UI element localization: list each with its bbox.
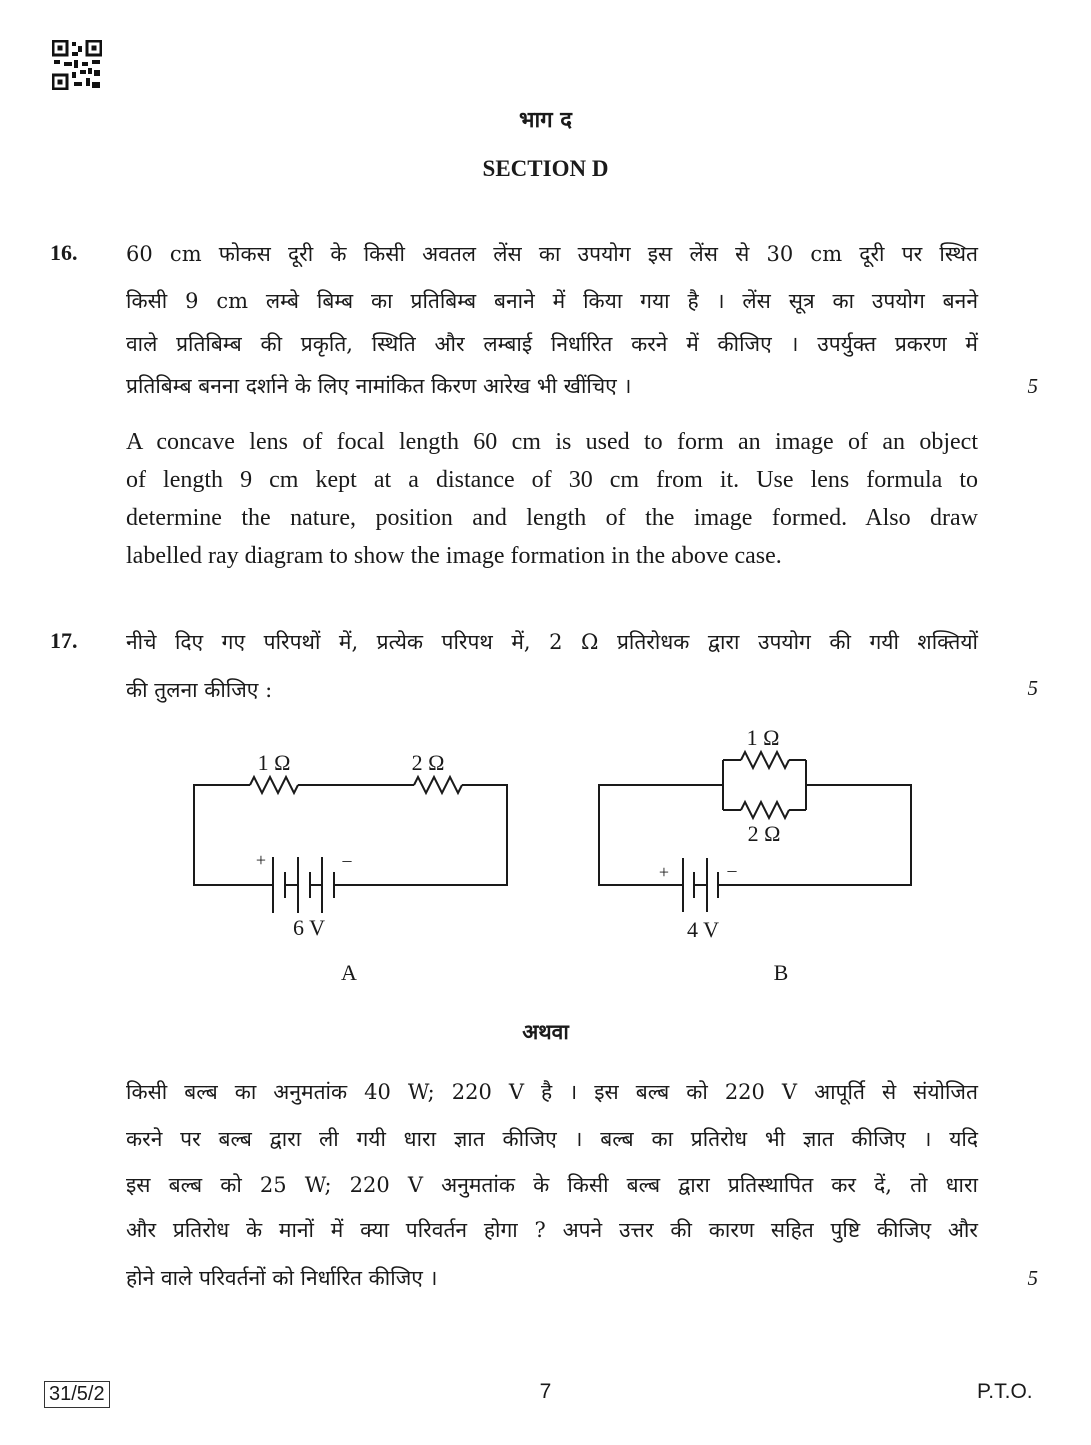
paper-code: 31/5/2: [44, 1381, 110, 1408]
circuit-a-caption: A: [341, 960, 357, 985]
circuit-a-r1-label: 1 Ω: [257, 750, 291, 775]
question-number-17: 17.: [50, 628, 78, 653]
q16-english-line: of length 9 cm kept at a distance of 30 cm from it. Use lens formula to: [126, 467, 978, 493]
q17-or-line: और प्रतिरोध के मानों में क्या परिवर्तन होगा ? अपने उत्तर की कारण सहित पुष्टि कीजिए और: [126, 1218, 978, 1242]
q17-or-line: इस बल्ब को 25 W; 220 V अनुमतांक के किसी बल्ब द्वारा प्रतिस्थापित कर दें, तो धारा: [126, 1173, 978, 1197]
q16-english-line: determine the nature, position and length of the image formed. Also draw: [126, 505, 978, 531]
circuit-b-r1-label: 1 Ω: [746, 725, 780, 750]
circuit-a-wire: [347, 785, 507, 885]
q17-or-line: करने पर बल्ब द्वारा ली गयी धारा ज्ञात कीजिए । बल्ब का प्रतिरोध भी ज्ञात कीजिए । यदि: [126, 1127, 978, 1151]
circuit-b-resistor-1-zigzag: [741, 752, 789, 768]
circuit-b-resistor-2-zigzag: [741, 802, 789, 818]
circuit-a-minus-label: –: [342, 850, 352, 870]
q16-marks: 5: [1027, 374, 1038, 398]
q17-hindi-line: की तुलना कीजिए :: [126, 678, 273, 702]
circuit-a-resistor-1-zigzag: [250, 777, 298, 793]
question-number-16: 16.: [50, 240, 78, 265]
q16-english-line: labelled ray diagram to show the image formation in the above case.: [126, 543, 782, 569]
circuit-b-minus-label: –: [727, 860, 737, 880]
or-label: अथवा: [522, 1019, 569, 1044]
page-number: 7: [539, 1380, 552, 1403]
circuit-a-r2-label: 2 Ω: [411, 750, 445, 775]
section-heading-english: SECTION D: [482, 156, 609, 181]
circuit-a-voltage-label: 6 V: [293, 915, 325, 940]
section-heading-hindi: भाग द: [519, 107, 572, 133]
q17-or-marks: 5: [1027, 1266, 1038, 1290]
circuit-a-plus-label: +: [255, 850, 267, 870]
circuit-a-resistor-2-zigzag: [414, 777, 462, 793]
circuit-a-wire: [194, 785, 273, 885]
q17-marks: 5: [1027, 676, 1038, 700]
q16-hindi-line: 60 cm फोकस दूरी के किसी अवतल लेंस का उपयोग इस लेंस से 30 cm दूरी पर स्थित: [126, 242, 978, 266]
q16-hindi-line: वाले प्रतिबिम्ब की प्रकृति, स्थिति और लम्बाई निर्धारित करने में कीजिए । उपर्युक्त प्रकरण में: [126, 332, 978, 356]
q17-or-line: होने वाले परिवर्तनों को निर्धारित कीजिए ।: [126, 1266, 438, 1290]
q16-english-line: A concave lens of focal length 60 cm is used to form an image of an object: [126, 429, 978, 455]
q17-hindi-line: नीचे दिए गए परिपथों में, प्रत्येक परिपथ में, 2 Ω प्रतिरोधक द्वारा उपयोग की गयी शक्तियों: [126, 630, 978, 654]
circuit-b-caption: B: [773, 960, 789, 985]
q16-hindi-line: किसी 9 cm लम्बे बिम्ब का प्रतिबिम्ब बनाने में किया गया है । लेंस सूत्र का उपयोग बनने: [126, 289, 978, 313]
please-turn-over: P.T.O.: [977, 1380, 1033, 1403]
q16-hindi-line: प्रतिबिम्ब बनना दर्शाने के लिए नामांकित किरण आरेख भी खींचिए ।: [126, 374, 632, 398]
circuit-b-voltage-label: 4 V: [687, 917, 719, 942]
q17-or-line: किसी बल्ब का अनुमतांक 40 W; 220 V है । इस बल्ब को 220 V आपूर्ति से संयोजित: [126, 1080, 978, 1104]
circuit-b-plus-label: +: [658, 862, 670, 882]
circuit-b-r2-label: 2 Ω: [747, 821, 781, 846]
